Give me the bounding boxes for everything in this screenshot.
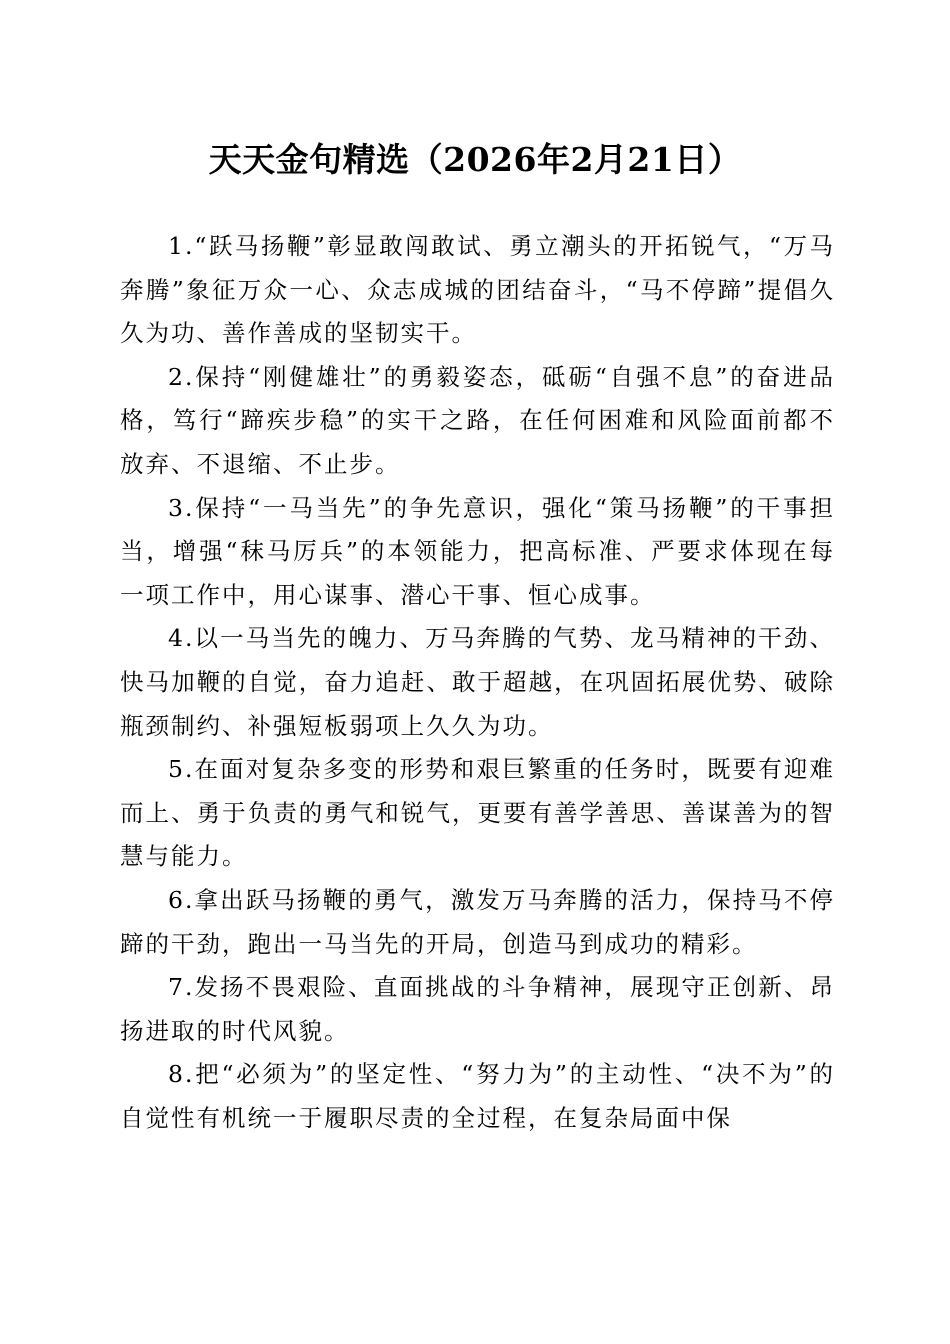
quote-paragraph-4: 4.以一马当先的魄力、万马奔腾的气势、龙马精神的干劲、快马加鞭的自觉，奋力追赶、敢于超越，在巩固拓展优势、破除瓶颈制约、补强短板弱项上久久为功。	[120, 624, 835, 740]
document-body	[120, 225, 835, 1140]
quote-paragraph-1: 1.“跃马扬鞭”彰显敢闯敢试、勇立潮头的开拓锐气，“万马奔腾”象征万众一心、众志成城的团结奋斗，“马不停蹄”提倡久久为功、善作善成的坚韧实干。	[120, 232, 835, 348]
page-title: 天天金句精选（2026年2月21日）	[208, 140, 742, 179]
quote-paragraph-8: 8.把“必须为”的坚定性、“努力为”的主动性、“决不为”的自觉性有机统一于履职尽责的全过程，在复杂局面中保	[120, 1060, 835, 1132]
quote-paragraph-5: 5.在面对复杂多变的形势和艰巨繁重的任务时，既要有迎难而上、勇于负责的勇气和锐气，更要有善学善思、善谋善为的智慧与能力。	[120, 755, 835, 871]
quote-paragraph-2: 2.保持“刚健雄壮”的勇毅姿态，砥砺“自强不息”的奋进品格，笃行“蹄疾步稳”的实干之路，在任何困难和风险面前都不放弃、不退缩、不止步。	[120, 362, 835, 478]
quote-paragraph-3: 3.保持“一马当先”的争先意识，强化“策马扬鞭”的干事担当，增强“秣马厉兵”的本领能力，把高标准、严要求体现在每一项工作中，用心谋事、潜心干事、恒心成事。	[120, 493, 835, 609]
quote-paragraph-7: 7.发扬不畏艰险、直面挑战的斗争精神，展现守正创新、昂扬进取的时代风貌。	[120, 973, 835, 1045]
quote-paragraph-6: 6.拿出跃马扬鞭的勇气，激发万马奔腾的活力，保持马不停蹄的干劲，跑出一马当先的开局，创造马到成功的精彩。	[120, 885, 835, 958]
